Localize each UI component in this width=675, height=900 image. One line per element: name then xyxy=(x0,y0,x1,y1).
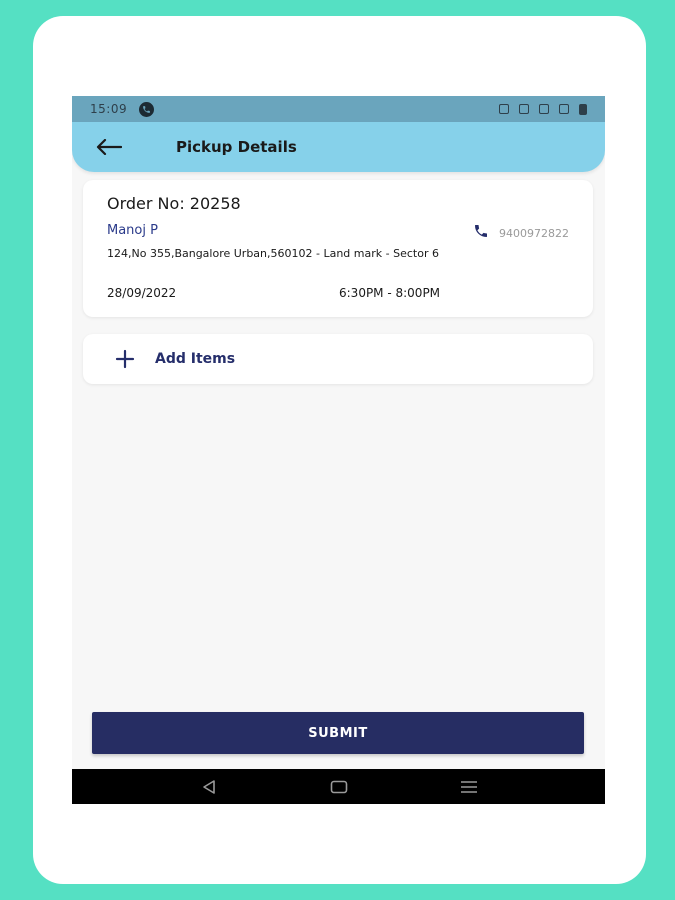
add-items-label: Add Items xyxy=(155,351,236,367)
nav-menu-icon[interactable] xyxy=(459,779,479,795)
order-card xyxy=(83,180,593,317)
add-items-button[interactable] xyxy=(83,334,593,384)
back-arrow-icon[interactable] xyxy=(96,135,124,159)
status-time: 15:09 xyxy=(90,102,128,116)
data-icon xyxy=(519,104,529,114)
status-bar xyxy=(72,96,605,122)
phone-number[interactable]: 9400972822 xyxy=(499,226,569,240)
page-title: Pickup Details xyxy=(176,138,297,156)
phone-screen xyxy=(72,96,605,804)
customer-name: Manoj P xyxy=(107,223,158,238)
nav-home-icon[interactable] xyxy=(329,779,349,795)
signal-icon xyxy=(559,104,569,114)
order-number: Order No: 20258 xyxy=(107,194,241,213)
system-nav-bar xyxy=(72,769,605,804)
plus-icon xyxy=(115,349,135,369)
phone-icon[interactable] xyxy=(473,223,489,243)
address: 124,No 355,Bangalore Urban,560102 - Land mark - Sector 6 xyxy=(107,247,439,260)
vibrate-icon xyxy=(499,104,509,114)
pickup-time-slot: 6:30PM - 8:00PM xyxy=(339,286,441,300)
wifi-icon xyxy=(539,104,549,114)
submit-button[interactable]: SUBMIT xyxy=(92,712,584,754)
pickup-date: 28/09/2022 xyxy=(107,286,177,300)
app-bar xyxy=(72,122,605,172)
nav-back-icon[interactable] xyxy=(199,779,219,795)
battery-icon xyxy=(579,104,587,115)
phone-link[interactable] xyxy=(473,223,569,243)
status-icons xyxy=(499,104,587,115)
call-icon xyxy=(139,102,154,117)
